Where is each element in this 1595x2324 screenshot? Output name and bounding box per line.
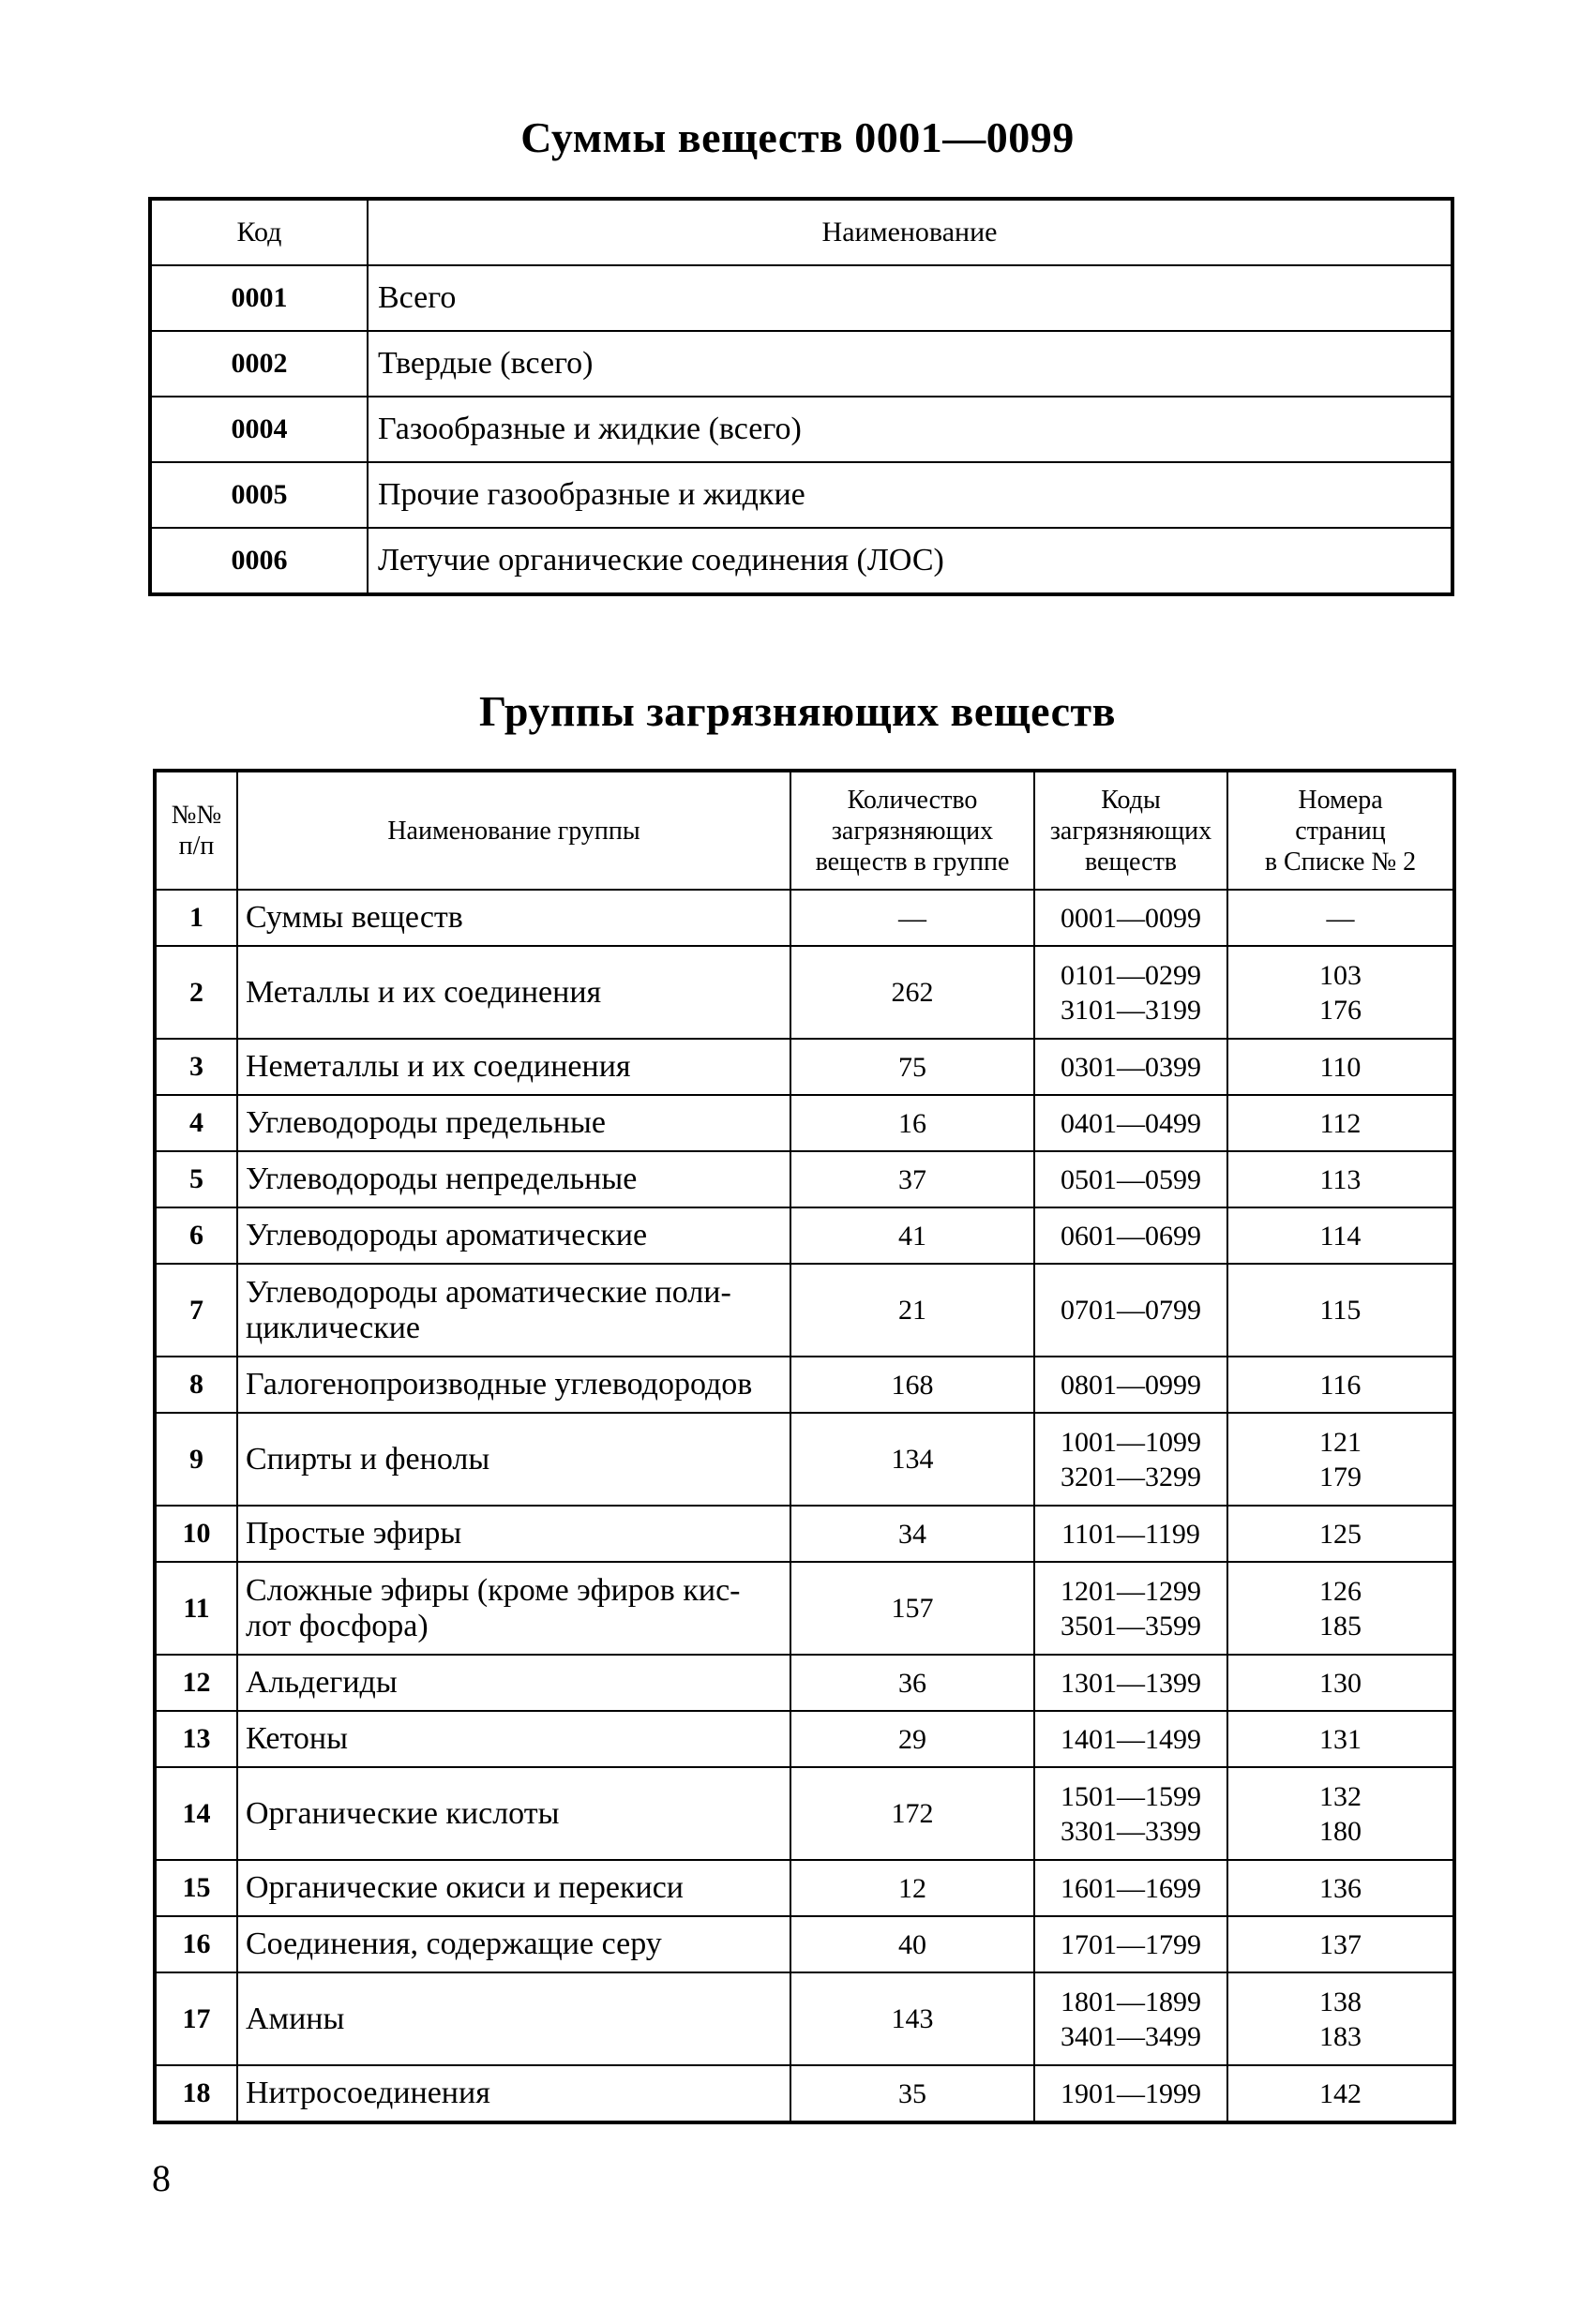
group-pages <box>1227 1413 1454 1506</box>
group-pages <box>1227 1655 1454 1711</box>
group-name-line: Углеводороды ароматические поли- <box>246 1274 731 1310</box>
group-count: 143 <box>790 1972 1034 2065</box>
group-name <box>237 946 790 1039</box>
groups-title: Группы загрязняющих веществ <box>479 687 1116 735</box>
group-codes <box>1034 1357 1227 1413</box>
group-count: 16 <box>790 1095 1034 1151</box>
group-name-line: Углеводороды ароматические <box>246 1218 648 1252</box>
group-name-line: Органические кислоты <box>246 1795 560 1831</box>
table-row <box>155 1916 1454 1972</box>
group-codes-line: 1401—1499 <box>1061 1723 1201 1755</box>
group-name <box>237 1357 790 1413</box>
group-num: 17 <box>155 1972 237 2065</box>
group-pages-line: 136 <box>1319 1872 1362 1904</box>
table-row <box>155 1413 1454 1506</box>
sums-title: Суммы веществ 0001—0099 <box>520 113 1075 161</box>
group-name <box>237 1506 790 1562</box>
group-pages <box>1227 1860 1454 1916</box>
group-codes <box>1034 1711 1227 1767</box>
group-name <box>237 1413 790 1506</box>
group-name-line: Кетоны <box>246 1721 348 1756</box>
group-codes-line: 0301—0399 <box>1061 1051 1201 1083</box>
group-pages-line: 103 <box>1319 959 1362 991</box>
group-num: 5 <box>155 1151 237 1207</box>
group-pages <box>1227 1039 1454 1095</box>
group-codes-line: 0801—0999 <box>1061 1369 1201 1401</box>
group-pages-line: 121 <box>1319 1426 1362 1458</box>
sum-name: Летучие органические соединения (ЛОС) <box>368 528 1452 594</box>
group-pages <box>1227 1264 1454 1357</box>
group-codes <box>1034 1767 1227 1860</box>
group-name-line: Углеводороды непредельные <box>246 1162 638 1196</box>
table-row <box>155 1095 1454 1151</box>
table-row <box>150 331 1452 397</box>
group-codes-line: 0501—0599 <box>1061 1163 1201 1195</box>
group-codes-line: 1901—1999 <box>1061 2077 1201 2109</box>
group-pages-line: 179 <box>1319 1461 1362 1492</box>
table-row <box>155 1207 1454 1264</box>
group-pages <box>1227 1506 1454 1562</box>
groups-header-count: Количество загрязняющих веществ в группе <box>790 771 1034 890</box>
group-name <box>237 2065 790 2122</box>
sum-name: Прочие газообразные и жидкие <box>368 462 1452 528</box>
group-codes <box>1034 1562 1227 1655</box>
group-codes <box>1034 890 1227 946</box>
group-codes <box>1034 2065 1227 2122</box>
table-row <box>155 1767 1454 1860</box>
table-row <box>150 265 1452 331</box>
group-codes-line: 1501—1599 <box>1061 1780 1201 1812</box>
group-name <box>237 1264 790 1357</box>
group-pages-line: 115 <box>1319 1295 1362 1326</box>
group-codes <box>1034 1264 1227 1357</box>
table-row <box>155 1860 1454 1916</box>
group-codes-line: 1801—1899 <box>1061 1986 1201 2017</box>
group-codes-line: 1101—1199 <box>1061 1518 1200 1550</box>
table-row <box>150 397 1452 462</box>
group-num: 9 <box>155 1413 237 1506</box>
group-name-line: Простые эфиры <box>246 1516 462 1551</box>
group-pages <box>1227 1207 1454 1264</box>
group-codes-line: 1001—1099 <box>1061 1426 1201 1458</box>
group-pages-line: 126 <box>1319 1575 1362 1607</box>
group-num: 12 <box>155 1655 237 1711</box>
group-name-line: Спирты и фенолы <box>246 1441 490 1477</box>
group-pages <box>1227 2065 1454 2122</box>
group-pages <box>1227 1767 1454 1860</box>
table-row <box>155 1562 1454 1655</box>
group-codes <box>1034 1413 1227 1506</box>
sum-code: 0002 <box>150 331 368 397</box>
group-codes <box>1034 1860 1227 1916</box>
group-pages-line: 180 <box>1319 1815 1362 1847</box>
group-num: 2 <box>155 946 237 1039</box>
table-row <box>150 462 1452 528</box>
group-name <box>237 1860 790 1916</box>
group-pages <box>1227 1916 1454 1972</box>
group-count: 262 <box>790 946 1034 1039</box>
group-codes <box>1034 1207 1227 1264</box>
group-num: 7 <box>155 1264 237 1357</box>
table-row <box>155 1506 1454 1562</box>
group-codes-line: 3501—3599 <box>1061 1610 1201 1642</box>
group-count: 134 <box>790 1413 1034 1506</box>
sums-table <box>148 197 1454 596</box>
group-name-line: циклические <box>246 1310 421 1345</box>
group-codes-line: 0401—0499 <box>1061 1107 1201 1139</box>
sum-code: 0005 <box>150 462 368 528</box>
group-num: 18 <box>155 2065 237 2122</box>
group-name-line: Органические окиси и перекиси <box>246 1870 684 1905</box>
table-row <box>155 1711 1454 1767</box>
group-name-line: Углеводороды предельные <box>246 1105 606 1140</box>
group-num: 6 <box>155 1207 237 1264</box>
sum-code: 0006 <box>150 528 368 594</box>
group-name <box>237 1207 790 1264</box>
table-row <box>155 1264 1454 1357</box>
group-pages-line: 110 <box>1319 1051 1362 1083</box>
group-name <box>237 1972 790 2065</box>
group-pages-line: 113 <box>1319 1163 1362 1195</box>
sum-name: Всего <box>368 265 1452 331</box>
group-pages-line: 185 <box>1319 1610 1362 1642</box>
group-num: 4 <box>155 1095 237 1151</box>
group-count: 21 <box>790 1264 1034 1357</box>
group-name <box>237 1039 790 1095</box>
group-pages <box>1227 890 1454 946</box>
group-codes <box>1034 1151 1227 1207</box>
group-count: 172 <box>790 1767 1034 1860</box>
group-codes <box>1034 1916 1227 1972</box>
group-num: 15 <box>155 1860 237 1916</box>
group-codes-line: 1201—1299 <box>1061 1575 1201 1607</box>
sum-name: Твердые (всего) <box>368 331 1452 397</box>
table-row <box>155 1039 1454 1095</box>
group-codes <box>1034 1972 1227 2065</box>
sum-name: Газообразные и жидкие (всего) <box>368 397 1452 462</box>
group-pages-line: 142 <box>1319 2077 1362 2109</box>
group-count: 75 <box>790 1039 1034 1095</box>
group-num: 16 <box>155 1916 237 1972</box>
group-codes-line: 0101—0299 <box>1061 959 1201 991</box>
sums-header-code: Код <box>150 199 368 265</box>
group-name-line: Соединения, содержащие серу <box>246 1927 662 1961</box>
groups-header-pages: Номера страниц в Списке № 2 <box>1227 771 1454 890</box>
group-name-line: Амины <box>246 2001 345 2036</box>
group-name-line: лот фосфора) <box>246 1608 429 1643</box>
group-count: 157 <box>790 1562 1034 1655</box>
group-num: 11 <box>155 1562 237 1655</box>
group-num: 1 <box>155 890 237 946</box>
sum-code: 0001 <box>150 265 368 331</box>
table-row <box>155 1655 1454 1711</box>
group-pages <box>1227 1357 1454 1413</box>
group-codes-line: 0601—0699 <box>1061 1220 1201 1252</box>
group-count: 40 <box>790 1916 1034 1972</box>
sums-header-name: Наименование <box>368 199 1452 265</box>
group-codes-line: 1301—1399 <box>1061 1667 1201 1699</box>
group-name-line: Неметаллы и их соединения <box>246 1049 631 1084</box>
table-row <box>155 1151 1454 1207</box>
group-count: 37 <box>790 1151 1034 1207</box>
group-codes-line: 0701—0799 <box>1061 1295 1201 1326</box>
group-name <box>237 1767 790 1860</box>
group-codes <box>1034 1039 1227 1095</box>
group-pages-line: 130 <box>1319 1667 1362 1699</box>
group-count: — <box>790 890 1034 946</box>
group-pages-line: 131 <box>1319 1723 1362 1755</box>
group-pages-line: 114 <box>1319 1220 1362 1252</box>
page-number: 8 <box>152 2157 171 2199</box>
groups-header-num: №№ п/п <box>155 771 237 890</box>
group-pages <box>1227 1095 1454 1151</box>
group-name <box>237 1916 790 1972</box>
group-codes-line: 3201—3299 <box>1061 1461 1201 1492</box>
group-codes <box>1034 946 1227 1039</box>
group-count: 36 <box>790 1655 1034 1711</box>
group-pages-line: 132 <box>1319 1780 1362 1812</box>
group-name-line: Альдегиды <box>246 1665 398 1700</box>
group-pages-line: 176 <box>1319 994 1362 1026</box>
group-codes-line: 3401—3499 <box>1061 2020 1201 2052</box>
group-name-line: Сложные эфиры (кроме эфиров кис- <box>246 1572 741 1608</box>
group-count: 168 <box>790 1357 1034 1413</box>
group-codes-line: 0001—0099 <box>1061 902 1201 934</box>
group-name <box>237 1562 790 1655</box>
group-name <box>237 890 790 946</box>
group-num: 10 <box>155 1506 237 1562</box>
table-row <box>150 528 1452 594</box>
group-codes-line: 1601—1699 <box>1061 1872 1201 1904</box>
group-name-line: Суммы веществ <box>246 900 463 935</box>
group-name-line: Металлы и их соединения <box>246 974 602 1010</box>
table-row <box>155 1972 1454 2065</box>
group-name-line: Нитросоединения <box>246 2076 490 2110</box>
group-codes-line: 3301—3399 <box>1061 1815 1201 1847</box>
table-row <box>155 890 1454 946</box>
groups-table <box>153 769 1456 2124</box>
group-name-line: Галогенопроизводные углеводородов <box>246 1367 753 1402</box>
group-pages-line: 116 <box>1319 1369 1362 1401</box>
table-row <box>155 1357 1454 1413</box>
groups-header-codes: Коды загрязняющих веществ <box>1034 771 1227 890</box>
group-pages <box>1227 946 1454 1039</box>
group-codes <box>1034 1506 1227 1562</box>
sums-header-row <box>150 199 1452 265</box>
group-count: 12 <box>790 1860 1034 1916</box>
table-row <box>155 946 1454 1039</box>
group-name <box>237 1151 790 1207</box>
group-num: 14 <box>155 1767 237 1860</box>
group-name <box>237 1711 790 1767</box>
group-codes <box>1034 1655 1227 1711</box>
groups-header-row <box>155 771 1454 890</box>
group-count: 35 <box>790 2065 1034 2122</box>
group-name <box>237 1095 790 1151</box>
group-pages <box>1227 1972 1454 2065</box>
group-num: 13 <box>155 1711 237 1767</box>
group-count: 34 <box>790 1506 1034 1562</box>
group-name <box>237 1655 790 1711</box>
group-pages-line: 138 <box>1319 1986 1362 2017</box>
group-codes <box>1034 1095 1227 1151</box>
group-pages-line: 183 <box>1319 2020 1362 2052</box>
group-pages <box>1227 1711 1454 1767</box>
group-pages-line: 125 <box>1319 1518 1362 1550</box>
group-pages-line: 137 <box>1319 1928 1362 1960</box>
group-count: 41 <box>790 1207 1034 1264</box>
group-pages-line: 112 <box>1319 1107 1362 1139</box>
group-pages-line: — <box>1326 902 1355 934</box>
sum-code: 0004 <box>150 397 368 462</box>
groups-header-name: Наименование группы <box>237 771 790 890</box>
group-codes-line: 1701—1799 <box>1061 1928 1201 1960</box>
table-row <box>155 2065 1454 2122</box>
group-num: 8 <box>155 1357 237 1413</box>
group-pages <box>1227 1151 1454 1207</box>
group-num: 3 <box>155 1039 237 1095</box>
group-pages <box>1227 1562 1454 1655</box>
group-count: 29 <box>790 1711 1034 1767</box>
group-codes-line: 3101—3199 <box>1061 994 1201 1026</box>
